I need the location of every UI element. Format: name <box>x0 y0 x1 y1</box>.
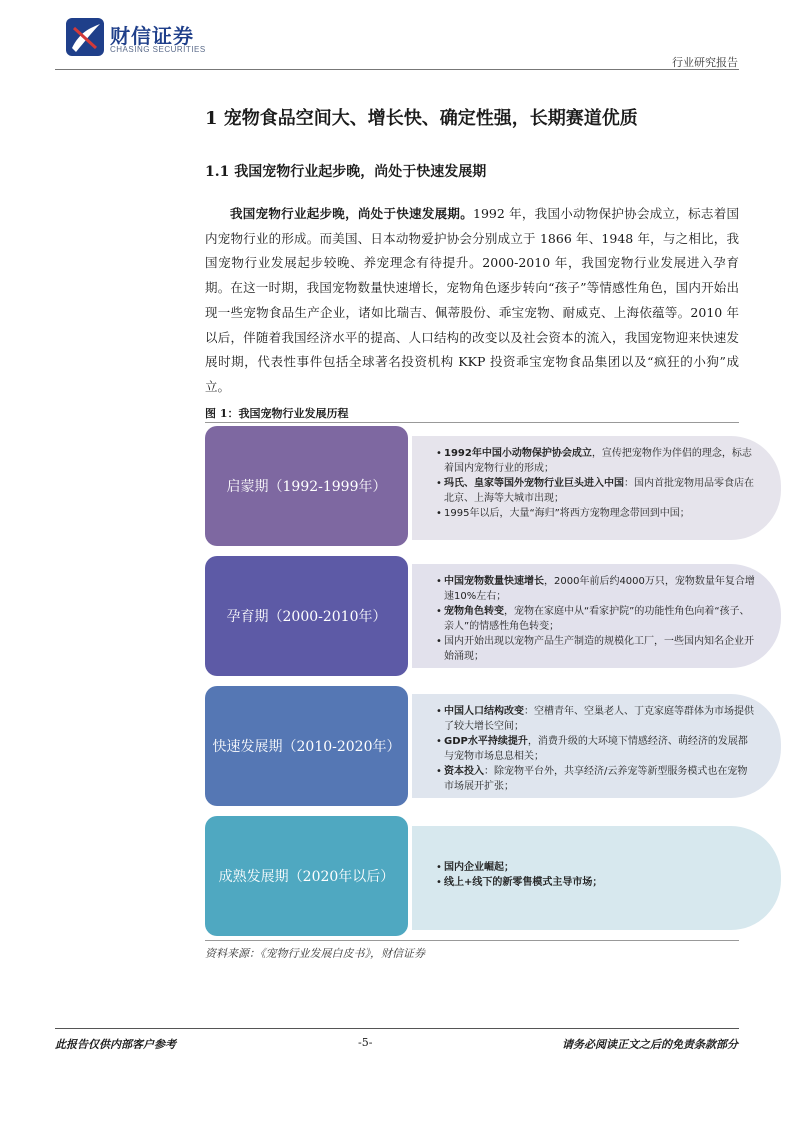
stage-desc-mature <box>412 826 781 930</box>
body-paragraph <box>205 202 739 400</box>
stage-desc-item: • 资本投入：除宠物平台外，共享经济/云养宠等新型服务模式也在宠物市场展开扩张； <box>436 764 757 794</box>
stage-desc-item: • 国内企业崛起； <box>436 860 757 875</box>
footer-disclaimer-left: 此报告仅供内部客户参考 <box>55 1038 176 1051</box>
stage-desc-item: • 中国人口结构改变：空槽青年、空巢老人、丁克家庭等群体为市场提供了较大增长空间； <box>436 704 757 734</box>
stage-desc-item: • 1992年中国小动物保护协会成立，宣传把宠物作为伴侣的理念，标志着国内宠物行业的形成； <box>436 446 757 476</box>
stage-desc-rapid-growth <box>412 694 781 798</box>
company-logo <box>66 18 206 58</box>
stage-desc-item: • 中国宠物数量快速增长，2000年前后约4000万只，宠物数量年复合增速10%左右； <box>436 574 757 604</box>
stage-box-incubation <box>205 556 408 676</box>
stage-label: 启蒙期（1992-1999年） <box>226 479 387 495</box>
report-type-label: 行业研究报告 <box>672 56 738 69</box>
footer-divider <box>55 1028 739 1029</box>
page-number: -5- <box>358 1036 373 1049</box>
stage-desc-incubation <box>412 564 781 668</box>
stage-desc-item: • GDP水平持续提升，消费升级的大环境下情感经济、萌经济的发展都与宠物市场息息相关； <box>436 734 757 764</box>
stage-desc-item: • 1995年以后，大量“海归”将西方宠物理念带回到中国； <box>436 506 757 521</box>
stage-desc-item: • 线上+线下的新零售模式主导市场； <box>436 875 757 890</box>
figure-bottom-rule <box>205 940 739 941</box>
stage-desc-enlightenment <box>412 436 781 540</box>
footer-disclaimer-right: 请务必阅读正文之后的免责条款部分 <box>562 1038 738 1051</box>
header-divider <box>55 69 739 70</box>
figure-caption: 图 1：我国宠物行业发展历程 <box>205 407 349 420</box>
logo-mark-icon <box>66 18 104 56</box>
stage-desc-item: • 国内开始出现以宠物产品生产制造的规模化工厂，一些国内知名企业开始涌现； <box>436 634 757 664</box>
subsection-title: 1.1 我国宠物行业起步晚，尚处于快速发展期 <box>205 164 487 180</box>
stage-label: 成熟发展期（2020年以后） <box>218 869 395 885</box>
figure-source: 资料来源：《宠物行业发展白皮书》，财信证券 <box>205 947 425 960</box>
figure-top-rule <box>205 422 739 423</box>
logo-text-cn: 财信证券 <box>110 24 194 48</box>
section-title: 1 宠物食品空间大、增长快、确定性强，长期赛道优质 <box>205 108 638 129</box>
logo-text-en: CHASING SECURITIES <box>110 45 206 54</box>
paragraph-text: 1992 年，我国小动物保护协会成立，标志着国内宠物行业的形成。而美国、日本动物爱护协会分别成立于 1866 年、1948 年，与之相比，我国宠物行业发展起步较晚、养宠理念有待提升。2000-2010 年，我国宠物行业发展进入孕育期。在这一时期，我国宠物数量快速增长，宠物角色逐步转向“孩子”等情感性角色，国内开始出现一些宠物食品生产企业，诸如比瑞吉、佩蒂股份、乖宝宠物、耐威克、上海依蕴等。2010 年以后，伴随着我国经济水平的提高、人口结构的改变以及社会资本的流入，我国宠物迎来快速发展时期，代表性事件包括全球著名投资机构 KKP 投资乖宝宠物食品集团以及“疯狂的小狗”成立。 <box>205 206 739 394</box>
stage-label: 快速发展期（2010-2020年） <box>212 739 401 755</box>
stage-box-mature <box>205 816 408 936</box>
stage-desc-item: • 宠物角色转变，宠物在家庭中从“看家护院”的功能性角色向着“孩子、亲人”的情感性角色转变； <box>436 604 757 634</box>
stage-box-rapid-growth <box>205 686 408 806</box>
stage-desc-item: • 玛氏、皇家等国外宠物行业巨头进入中国：国内首批宠物用品零食店在北京、上海等大城市出现； <box>436 476 757 506</box>
stage-box-enlightenment <box>205 426 408 546</box>
stage-label: 孕育期（2000-2010年） <box>226 609 387 625</box>
paragraph-lead: 我国宠物行业起步晚，尚处于快速发展期。 <box>230 206 473 221</box>
